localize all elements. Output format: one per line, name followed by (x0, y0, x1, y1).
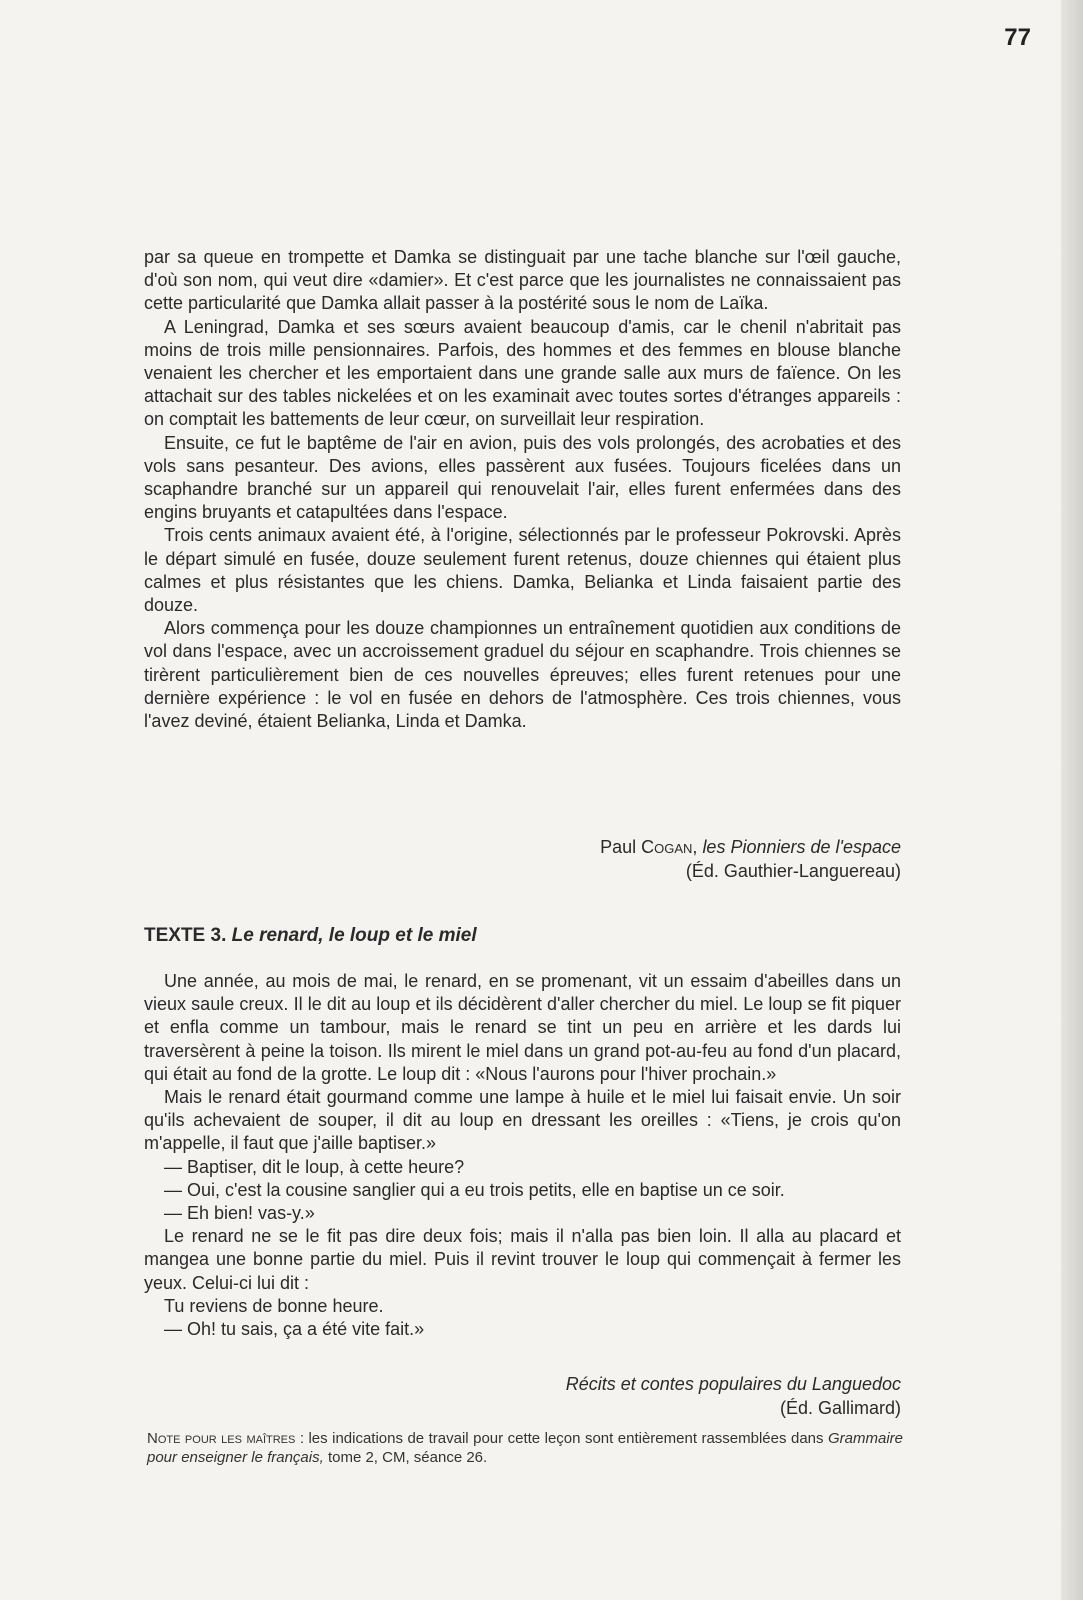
text2-paragraph: A Leningrad, Damka et ses sœurs avaient beaucoup d'amis, car le chenil n'abritait pas moins de trois mille pensionnaires. Parfois, des hommes et des femmes en blouse blanche venaient les chercher et les emportaient dans une grande salle aux murs de faïence. On les attachait sur des tables nickelées et on les examinait avec toutes sortes d'étranges appareils : on comptait les battements de leur cœur, on surveillait leur respiration. (144, 316, 901, 430)
page-edge (1061, 0, 1083, 1600)
text2-citation (144, 836, 901, 860)
teacher-note (147, 1430, 903, 1467)
text3-dialogue: Tu reviens de bonne heure. (164, 1295, 384, 1316)
text2-paragraph: Alors commença pour les douze championnes un entraînement quotidien aux conditions de vol dans l'espace, avec un accroissement graduel du séjour en scaphandre. Trois chiennes se tirèrent particulièrement bien de ces nouvelles épreuves; elles furent retenues pour une dernière expérience : le vol en fusée en dehors de l'atmosphère. Ces trois chiennes, vous l'avez deviné, étaient Belianka, Linda et Damka. (144, 618, 901, 732)
text3-body (144, 970, 901, 1341)
text2-paragraph: par sa queue en trompette et Damka se distinguait par une tache blanche sur l'œil gauche, d'où son nom, qui veut dire «damier». Et c'est parce que les journalistes ne connaissaient pas cette particularité que Damka allait passer à la postérité sous le nom de Laïka. (144, 247, 901, 314)
note-text-end: tome 2, CM, séance 26. (323, 1448, 488, 1466)
text3-title: Le renard, le loup et le miel (231, 925, 477, 946)
text3-paragraph: Une année, au mois de mai, le renard, en se promenant, vit un essaim d'abeilles dans un vieux saule creux. Il le dit au loup et ils décidèrent d'aller chercher du miel. Le loup se fit piquer et enfla comme un tambour, mais le renard se tint un peu en arrière et les dards lui traversèrent à peine la toison. Ils mirent le miel dans un grand pot-au-feu au fond d'un placard, qui était au fond de la grotte. Le loup dit : «Nous l'aurons pour l'hiver prochain.» (144, 971, 901, 1084)
work-title: les Pionniers de l'espace (702, 837, 901, 857)
note-text: : les indications de travail pour cette leçon sont entièrement rassemblées dans (295, 1430, 828, 1447)
text3-dialogue: — Eh bien! vas-y.» (164, 1203, 315, 1224)
text2-body (144, 246, 901, 733)
text3-dialogue: — Baptiser, dit le loup, à cette heure? (164, 1156, 465, 1177)
text2-paragraph: Trois cents animaux avaient été, à l'origine, sélectionnés par le professeur Pokrovski. Après le départ simulé en fusée, douze seulement furent retenus, douze chiennes qui étaient plus calmes et plus résistantes que les chiens. Damka, Belianka et Linda faisaient partie des douze. (144, 525, 901, 616)
text3-label: TEXTE 3. (144, 925, 227, 946)
text3-paragraph: Mais le renard était gourmand comme une lampe à huile et le miel lui faisait envie. Un soir qu'ils achevaient de souper, il dit au loup en dressant les oreilles : «Tiens, je crois qu'on m'appelle, il faut que j'aille baptiser.» (144, 1087, 901, 1154)
text3-publisher: (Éd. Gallimard) (779, 1397, 901, 1418)
author-first-name: Paul (600, 837, 637, 857)
text2-paragraph: Ensuite, ce fut le baptême de l'air en avion, puis des vols prolongés, des acrobaties et des vols sans pesanteur. Des avions, elles passèrent aux fusées. Toujours ficelées dans un scaphandre branché sur un appareil qui renouvelait l'air, elles furent enfermées dans des engins bruyants et catapultées dans l'espace. (144, 432, 901, 523)
text3-paragraph: Le renard ne se le fit pas dire deux fois; mais il n'alla pas bien loin. Il alla au placard et mangea une bonne partie du miel. Puis il revint trouver le loup qui commençait à fermer les yeux. Celui-ci lui dit : (144, 1226, 901, 1293)
note-book-title: Grammaire pour enseigner le français, (147, 1430, 903, 1466)
text3-source: Récits et contes populaires du Languedoc (565, 1374, 901, 1394)
text3-attribution (144, 1373, 901, 1420)
text3-heading (144, 925, 477, 947)
text2-attribution (144, 836, 901, 883)
text3-dialogue: — Oh! tu sais, ça a été vite fait.» (164, 1319, 425, 1340)
text2-publisher: (Éd. Gauthier-Languereau) (685, 860, 901, 881)
page-number: 77 (1004, 24, 1031, 51)
author-last-name: Cogan, (641, 837, 698, 857)
text3-dialogue: — Oui, c'est la cousine sanglier qui a eu trois petits, elle en baptise un ce soir. (164, 1179, 785, 1200)
note-label: Note pour les maîtres (147, 1430, 296, 1447)
